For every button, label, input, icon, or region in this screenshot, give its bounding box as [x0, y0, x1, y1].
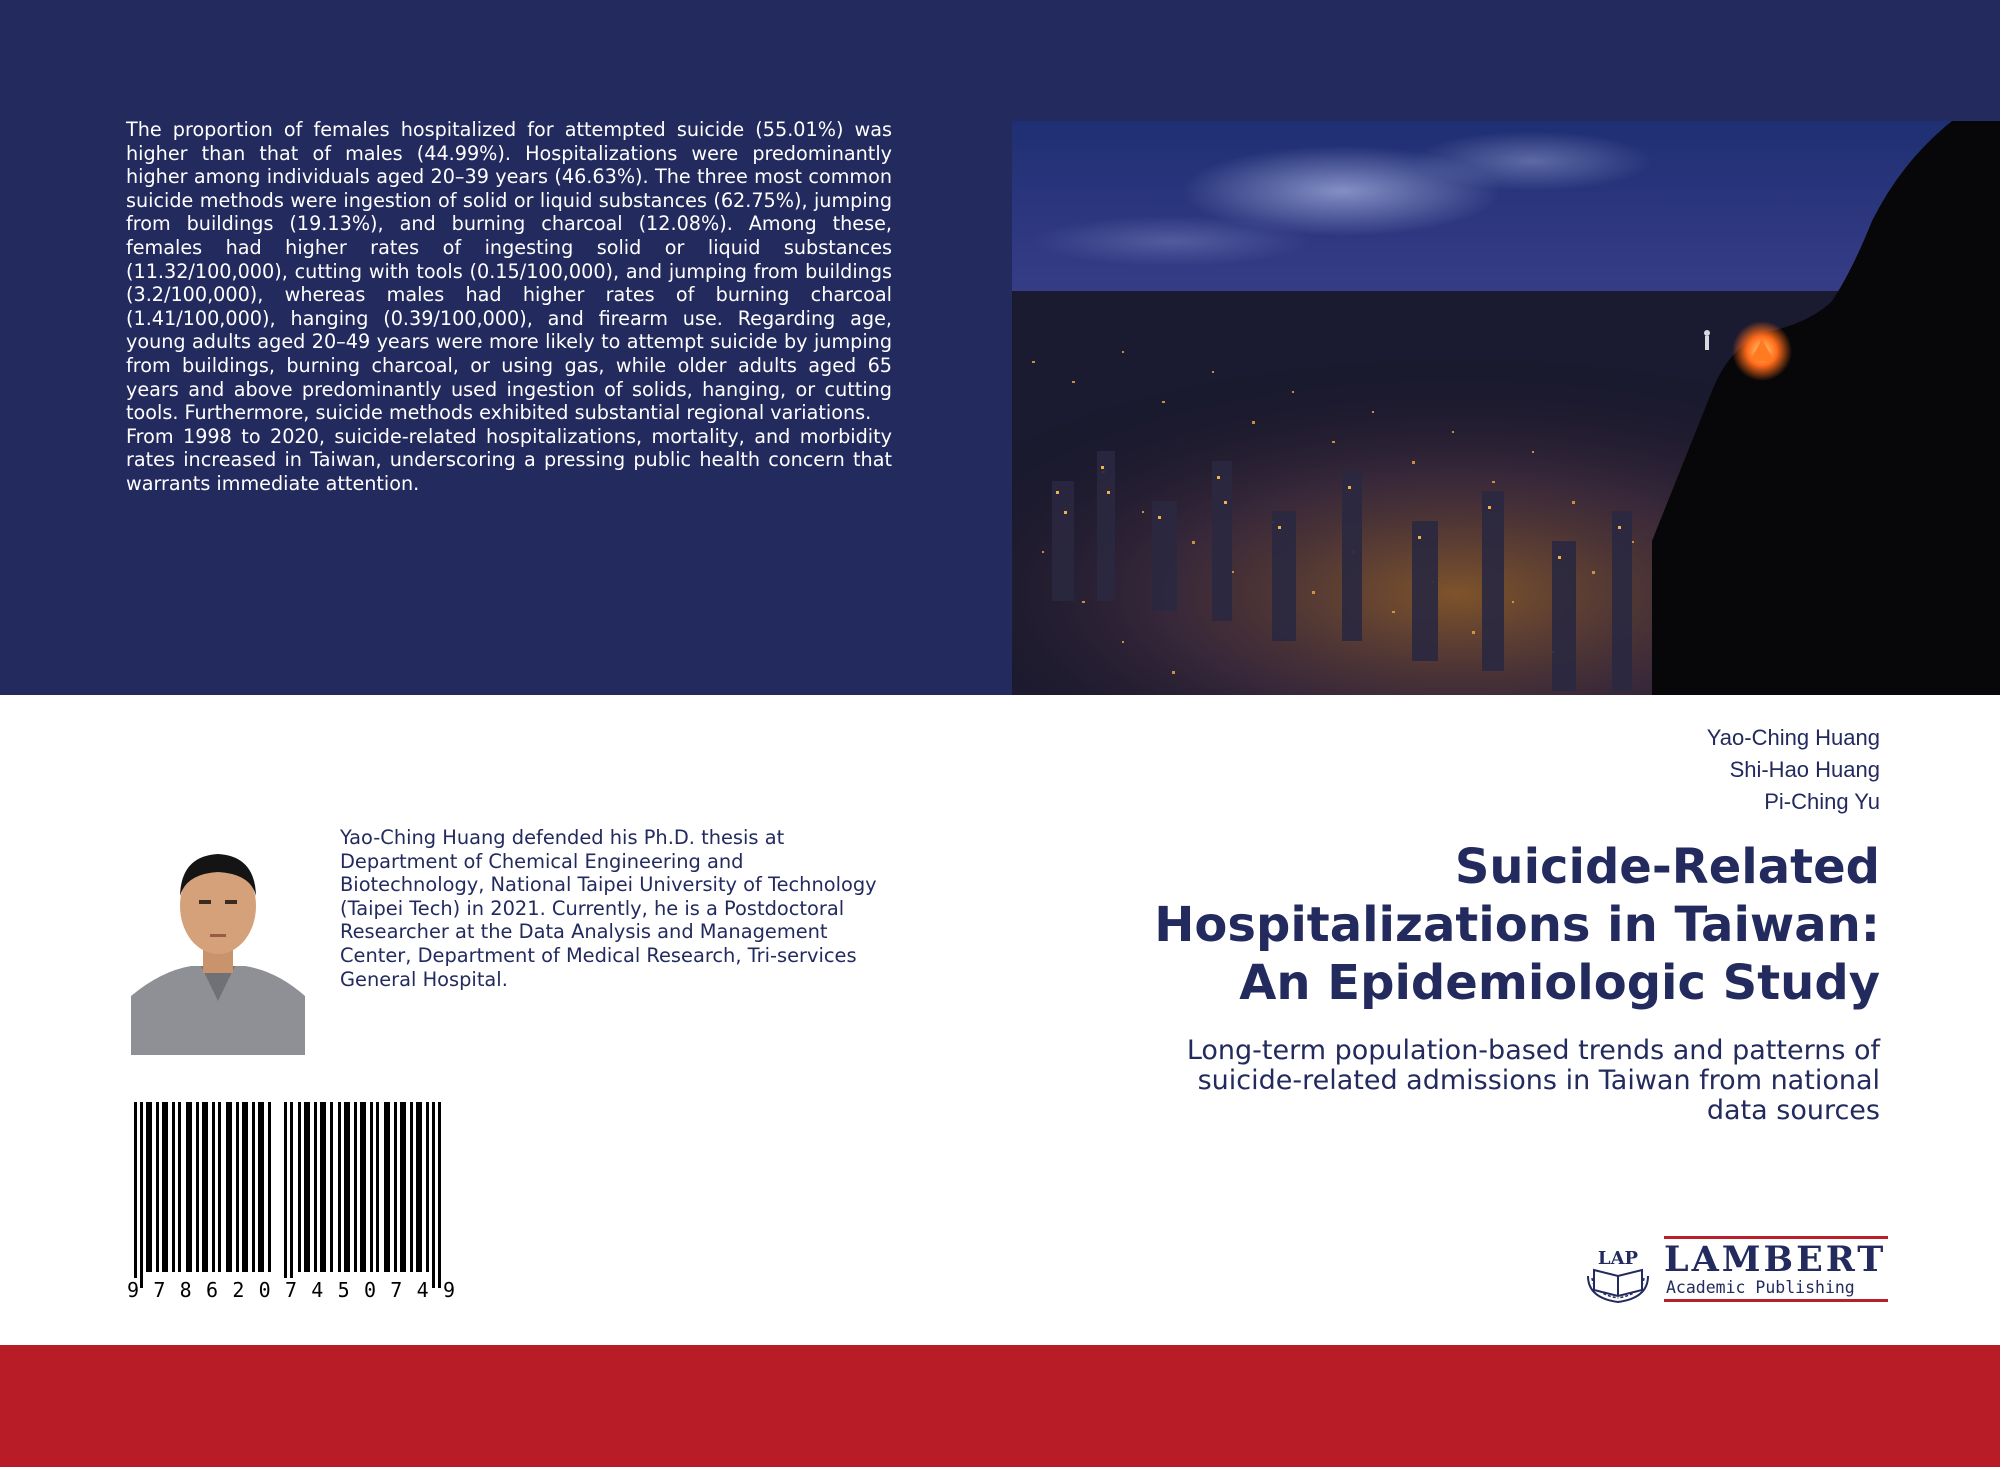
publisher-logo: [1578, 1236, 1890, 1306]
author-name: Yao-Ching Huang: [1706, 725, 1880, 750]
lap-book-logo: [1578, 1236, 1658, 1306]
blurb-paragraph: The proportion of females hospitalized for attempted suicide (55.01%) was higher than that of males (44.99%). Hospitalizations were predominantly higher among individuals aged 20–39 years (46.63%). The three most common suicide methods were ingestion of solid or liquid substances (62.75%), jumping from buildings (19.13%), and burning charcoal (12.08%). Among these, females had higher rates of ingesting solid or liquid substances (11.32/100,000), cutting with tools (0.15/100,000), and jumping from buildings (3.2/100,000), whereas males had higher rates of burning charcoal (1.41/100,000), hanging (0.39/100,000), and firearm use. Regarding age, young adults aged 20–49 years were more likely to attempt suicide by jumping from buildings, burning charcoal, or using gas, while older adults aged 65 years and above predominantly used ingestion of solids, hanging, or cutting tools. Furthermore, suicide methods exhibited substantial regional variations.: [126, 118, 892, 425]
isbn-digit: 7: [153, 1278, 166, 1302]
title-line: Hospitalizations in Taiwan:: [1154, 897, 1880, 953]
blurb-paragraph: From 1998 to 2020, suicide-related hospitalizations, mortality, and morbidity rates increased in Taiwan, underscoring a pressing public health concern that warrants immediate attention.: [126, 424, 892, 495]
isbn-digit: 5: [337, 1278, 350, 1302]
subtitle-line: suicide-related admissions in Taiwan from national: [1197, 1065, 1880, 1096]
subtitle-line: Long-term population-based trends and patterns of: [1186, 1035, 1880, 1066]
isbn-digit: 7: [390, 1278, 403, 1302]
isbn-digit: 4: [311, 1278, 324, 1302]
publisher-name: LAMBERT: [1664, 1239, 1887, 1280]
publisher-rule: [1664, 1299, 1888, 1302]
book-subtitle: [980, 1036, 1880, 1126]
author-name: Shi-Hao Huang: [1729, 757, 1880, 782]
title-line: An Epidemiologic Study: [1239, 955, 1880, 1011]
isbn-digit: 4: [416, 1278, 429, 1302]
publisher-tagline: Academic Publishing: [1666, 1278, 1855, 1297]
barcode: [126, 1098, 461, 1298]
back-cover-blurb: [126, 118, 892, 496]
author-name: Pi-Ching Yu: [1764, 789, 1880, 814]
author-bio: Yao-Ching Huang defended his Ph.D. thesis at Department of Chemical Engineering and Biotechnology, National Taipei University of Technology (Taipei Tech) in 2021. Currently, he is a Postdoctoral Researcher at the Data Analysis and Management Center, Department of Medical Research, Tri-services General Hospital.: [340, 826, 877, 991]
title-line: Suicide-Related: [1454, 839, 1880, 895]
author-list: [1707, 722, 1880, 818]
isbn-digit: 6: [205, 1278, 219, 1302]
isbn-digit: 2: [232, 1278, 245, 1302]
book-title: [980, 838, 1880, 1012]
isbn-digit: 7: [284, 1278, 298, 1302]
isbn-digit: 0: [363, 1278, 376, 1302]
city-night-photo: [1012, 121, 2000, 695]
isbn-digit: 8: [179, 1278, 192, 1302]
bottom-red-band: [0, 1345, 2000, 1467]
lap-mark-text: LAP: [1597, 1248, 1639, 1269]
isbn-digit: 9: [127, 1278, 140, 1302]
author-portrait: [131, 826, 305, 1055]
isbn-digits: [126, 1278, 456, 1302]
subtitle-line: data sources: [1706, 1095, 1880, 1126]
isbn-digit: 9: [442, 1278, 455, 1302]
isbn-digit: 0: [258, 1278, 271, 1302]
